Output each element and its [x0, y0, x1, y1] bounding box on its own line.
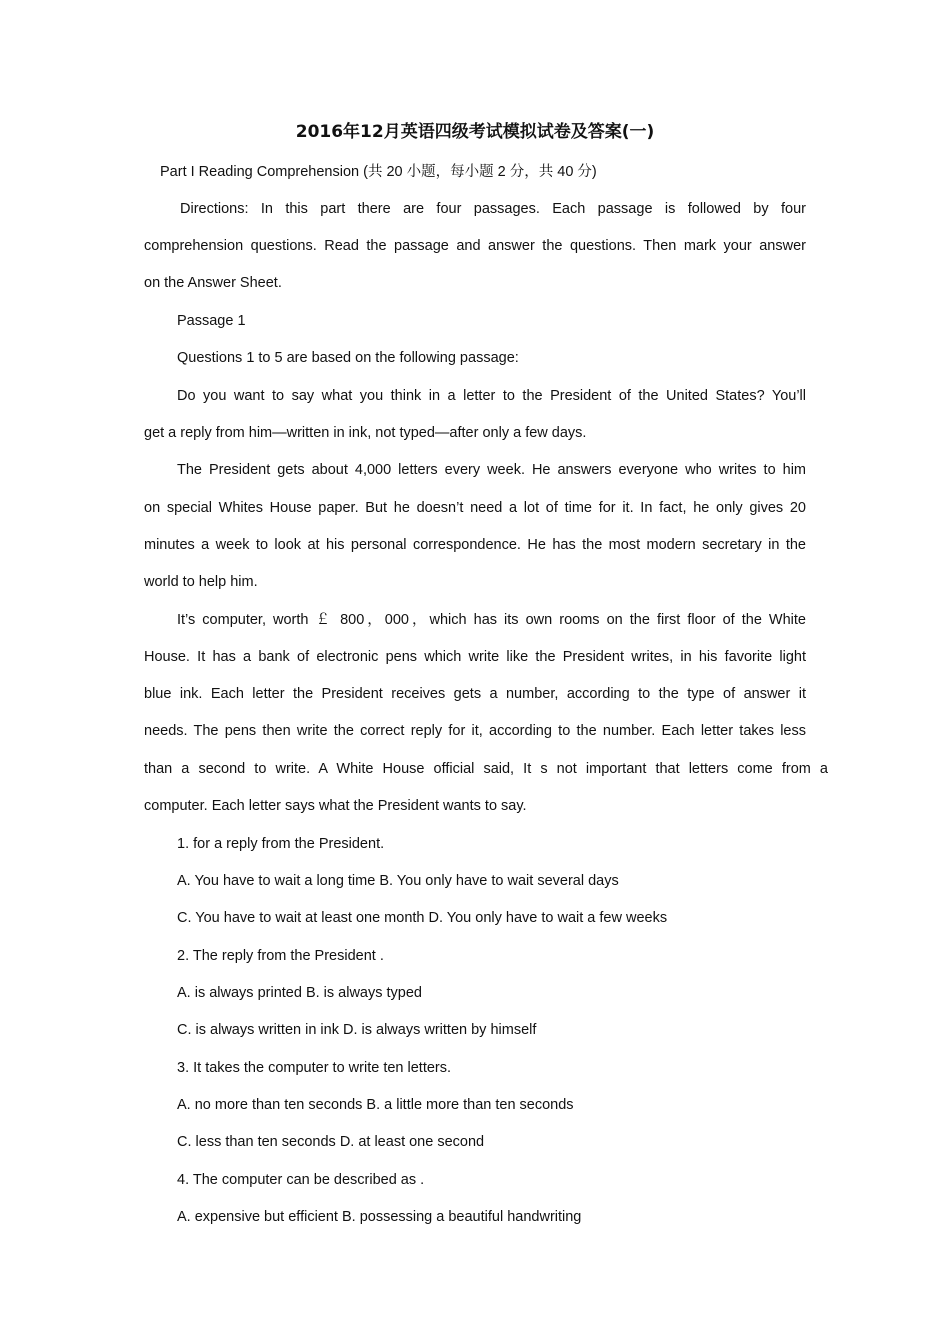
question-1: 1. for a reply from the President.: [177, 836, 385, 852]
passage-label: Passage 1: [177, 313, 246, 329]
question-2: 2. The reply from the President .: [177, 948, 384, 964]
passage-line: get a reply from him—written in ink, not typed—after only a few days.: [144, 425, 587, 441]
directions-line-1: Directions: In this part there are four passages. Each passage is followed by four: [180, 201, 806, 217]
question-1-options-ab: A. You have to wait a long time B. You only have to wait several days: [177, 873, 619, 889]
question-4: 4. The computer can be described as .: [177, 1172, 425, 1188]
question-3: 3. It takes the computer to write ten letters.: [177, 1060, 452, 1076]
passage-line: minutes a week to look at his personal correspondence. He has the most modern secretary in the: [144, 537, 806, 553]
passage-line: blue ink. Each letter the President receives gets a number, according to the type of answer it: [144, 686, 806, 702]
questions-intro: Questions 1 to 5 are based on the following passage:: [177, 350, 519, 366]
passage-line: world to help him.: [144, 574, 258, 590]
passage-line: than a second to write. A White House official said, It s not important that letters come from a: [144, 761, 828, 777]
passage-line: on special Whites House paper. But he doesn’t need a lot of time for it. In fact, he only gives 20: [144, 500, 806, 516]
question-3-options-ab: A. no more than ten seconds B. a little more than ten seconds: [177, 1097, 574, 1113]
question-4-options-ab: A. expensive but efficient B. possessing a beautiful handwriting: [177, 1209, 582, 1225]
passage-line: Do you want to say what you think in a letter to the President of the United States? You’ll: [177, 388, 806, 404]
passage-line: computer. Each letter says what the President wants to say.: [144, 798, 527, 814]
part-heading: Part I Reading Comprehension (共 20 小题，每小题 2 分，共 40 分): [160, 164, 597, 180]
directions-line-3: on the Answer Sheet.: [144, 275, 282, 291]
passage-line: needs. The pens then write the correct reply for it, according to the number. Each letter takes less: [144, 723, 806, 739]
passage-line: It’s computer, worth ￡ 800，000，which has its own rooms on the first floor of the White: [177, 612, 806, 628]
question-3-options-cd: C. less than ten seconds D. at least one second: [177, 1134, 485, 1150]
question-2-options-ab: A. is always printed B. is always typed: [177, 985, 422, 1001]
page-title: 2016年12月英语四级考试模拟试卷及答案(一): [295, 122, 655, 142]
passage-line: The President gets about 4,000 letters every week. He answers everyone who writes to him: [177, 462, 806, 478]
directions-line-2: comprehension questions. Read the passage and answer the questions. Then mark your answer: [144, 238, 806, 254]
passage-line: House. It has a bank of electronic pens which write like the President writes, in his favorite light: [144, 649, 806, 665]
question-2-options-cd: C. is always written in ink D. is always written by himself: [177, 1022, 537, 1038]
question-1-options-cd: C. You have to wait at least one month D. You only have to wait a few weeks: [177, 910, 668, 926]
